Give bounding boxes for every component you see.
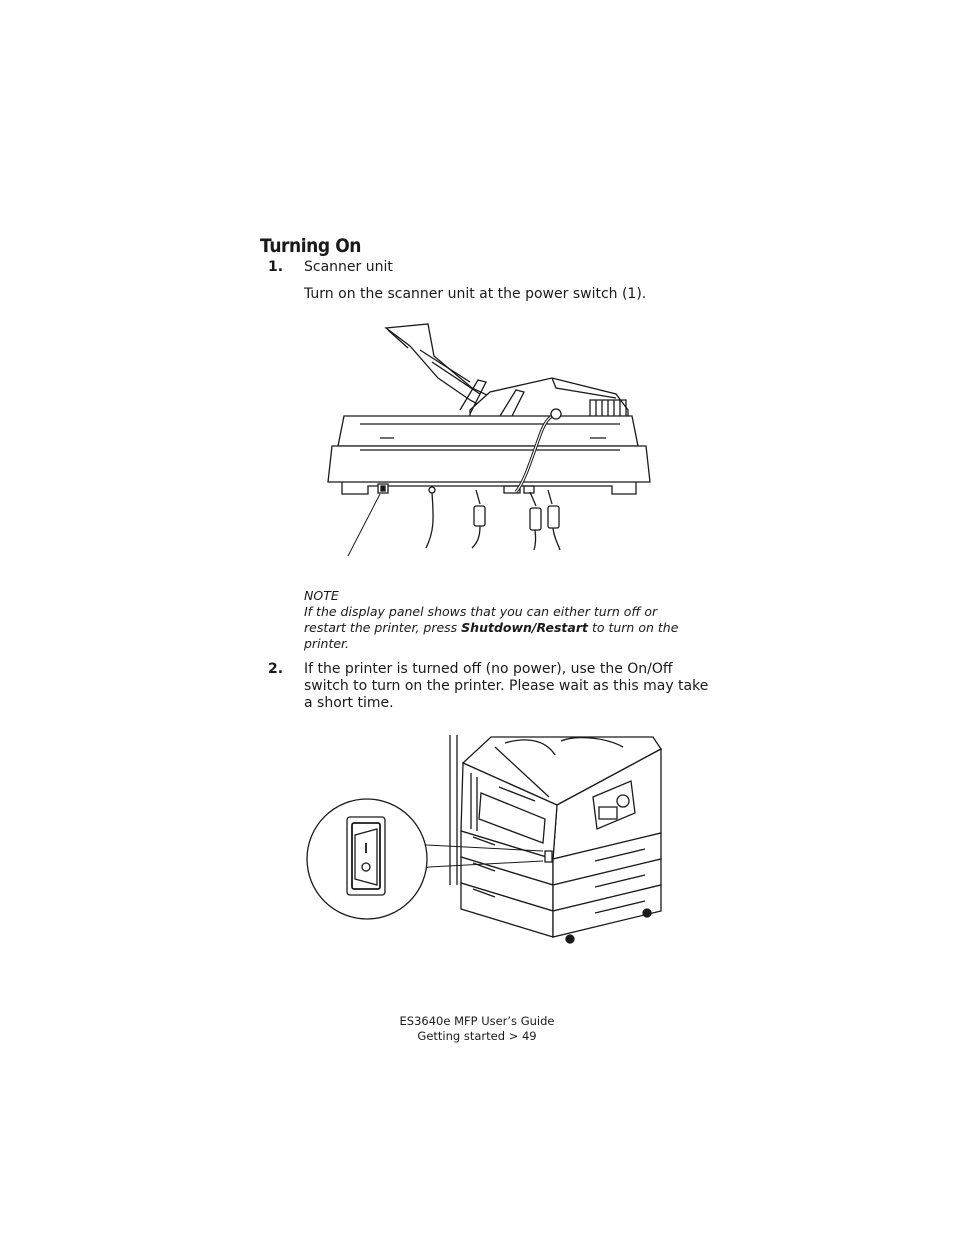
note-text (304, 604, 699, 652)
note-emphasis: Shutdown/Restart (461, 620, 588, 635)
note-text-after: to turn on the printer. (304, 620, 679, 651)
step-2-number: 2. (268, 661, 284, 677)
footer-guide-title: ES3640e MFP User’s Guide (399, 1014, 555, 1028)
footer-page-number: Getting started > 49 (417, 1029, 537, 1043)
note-label: NOTE (304, 588, 339, 603)
note-text-before: If the display panel shows that you can either turn off or restart the printer, press (304, 604, 658, 635)
step-1-title: Scanner unit (304, 259, 393, 275)
step-2-text: If the printer is turned off (no power), use the On/Off switch to turn on the printer. Please wait as this may take a short time. (304, 661, 709, 711)
printer-illustration (305, 733, 670, 948)
step-1-text: Turn on the scanner unit at the power switch (1). (304, 286, 647, 302)
scanner-illustration (320, 320, 660, 560)
section-title: Turning On (260, 235, 362, 257)
step-1-number: 1. (268, 259, 284, 275)
